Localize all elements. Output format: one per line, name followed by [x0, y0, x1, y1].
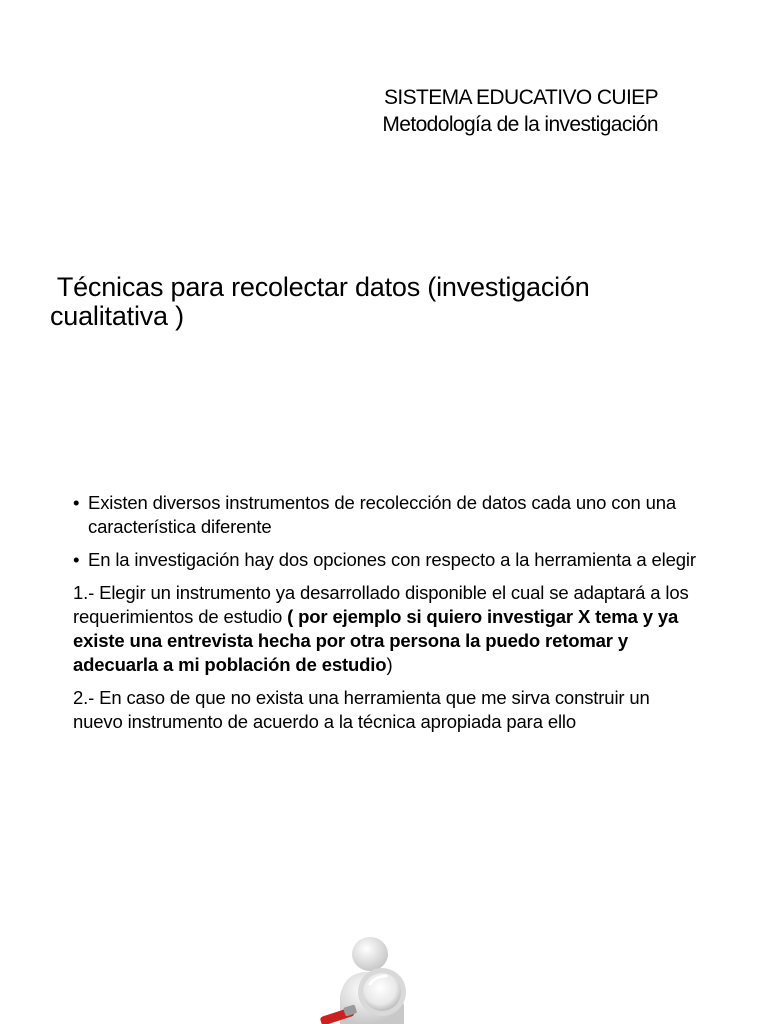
bullet-item — [73, 548, 698, 572]
option-one-text: 1.- Elegir un instrumento ya desarrollado disponible el cual se adaptará a los requerimientos de estudio — [73, 582, 689, 627]
option-two-paragraph — [73, 686, 698, 734]
option-two-text: 2.- En caso de que no exista una herramienta que me sirva construir un nuevo instrumento de acuerdo a la técnica apropiada para ello — [73, 687, 650, 732]
bullet-item — [73, 491, 698, 539]
bullet-text: Existen diversos instrumentos de recolección de datos cada uno con una característica diferente — [88, 492, 677, 537]
magnifier-figure-icon — [300, 936, 430, 1024]
slide-header — [382, 84, 658, 138]
bullet-marker: • — [73, 492, 80, 513]
bullet-marker: • — [73, 549, 80, 570]
option-one-paragraph — [73, 581, 698, 677]
option-one-close: ) — [386, 654, 393, 675]
title-line-2: cualitativa ) — [50, 301, 184, 331]
course-name: Metodología de la investigación — [382, 113, 658, 136]
option-one-example: ( por ejemplo si quiero investigar X tema y ya existe una entrevista hecha por otra persona la puedo retomar y adecuarla a mi población de estudio — [73, 606, 679, 675]
slide-body — [73, 491, 698, 743]
institution-name: SISTEMA EDUCATIVO CUIEP — [383, 86, 658, 109]
title-line-1: Técnicas para recolectar datos (investigación — [50, 272, 590, 302]
bullet-text: En la investigación hay dos opciones con respecto a la herramienta a elegir — [88, 549, 696, 570]
slide-title — [50, 273, 730, 331]
